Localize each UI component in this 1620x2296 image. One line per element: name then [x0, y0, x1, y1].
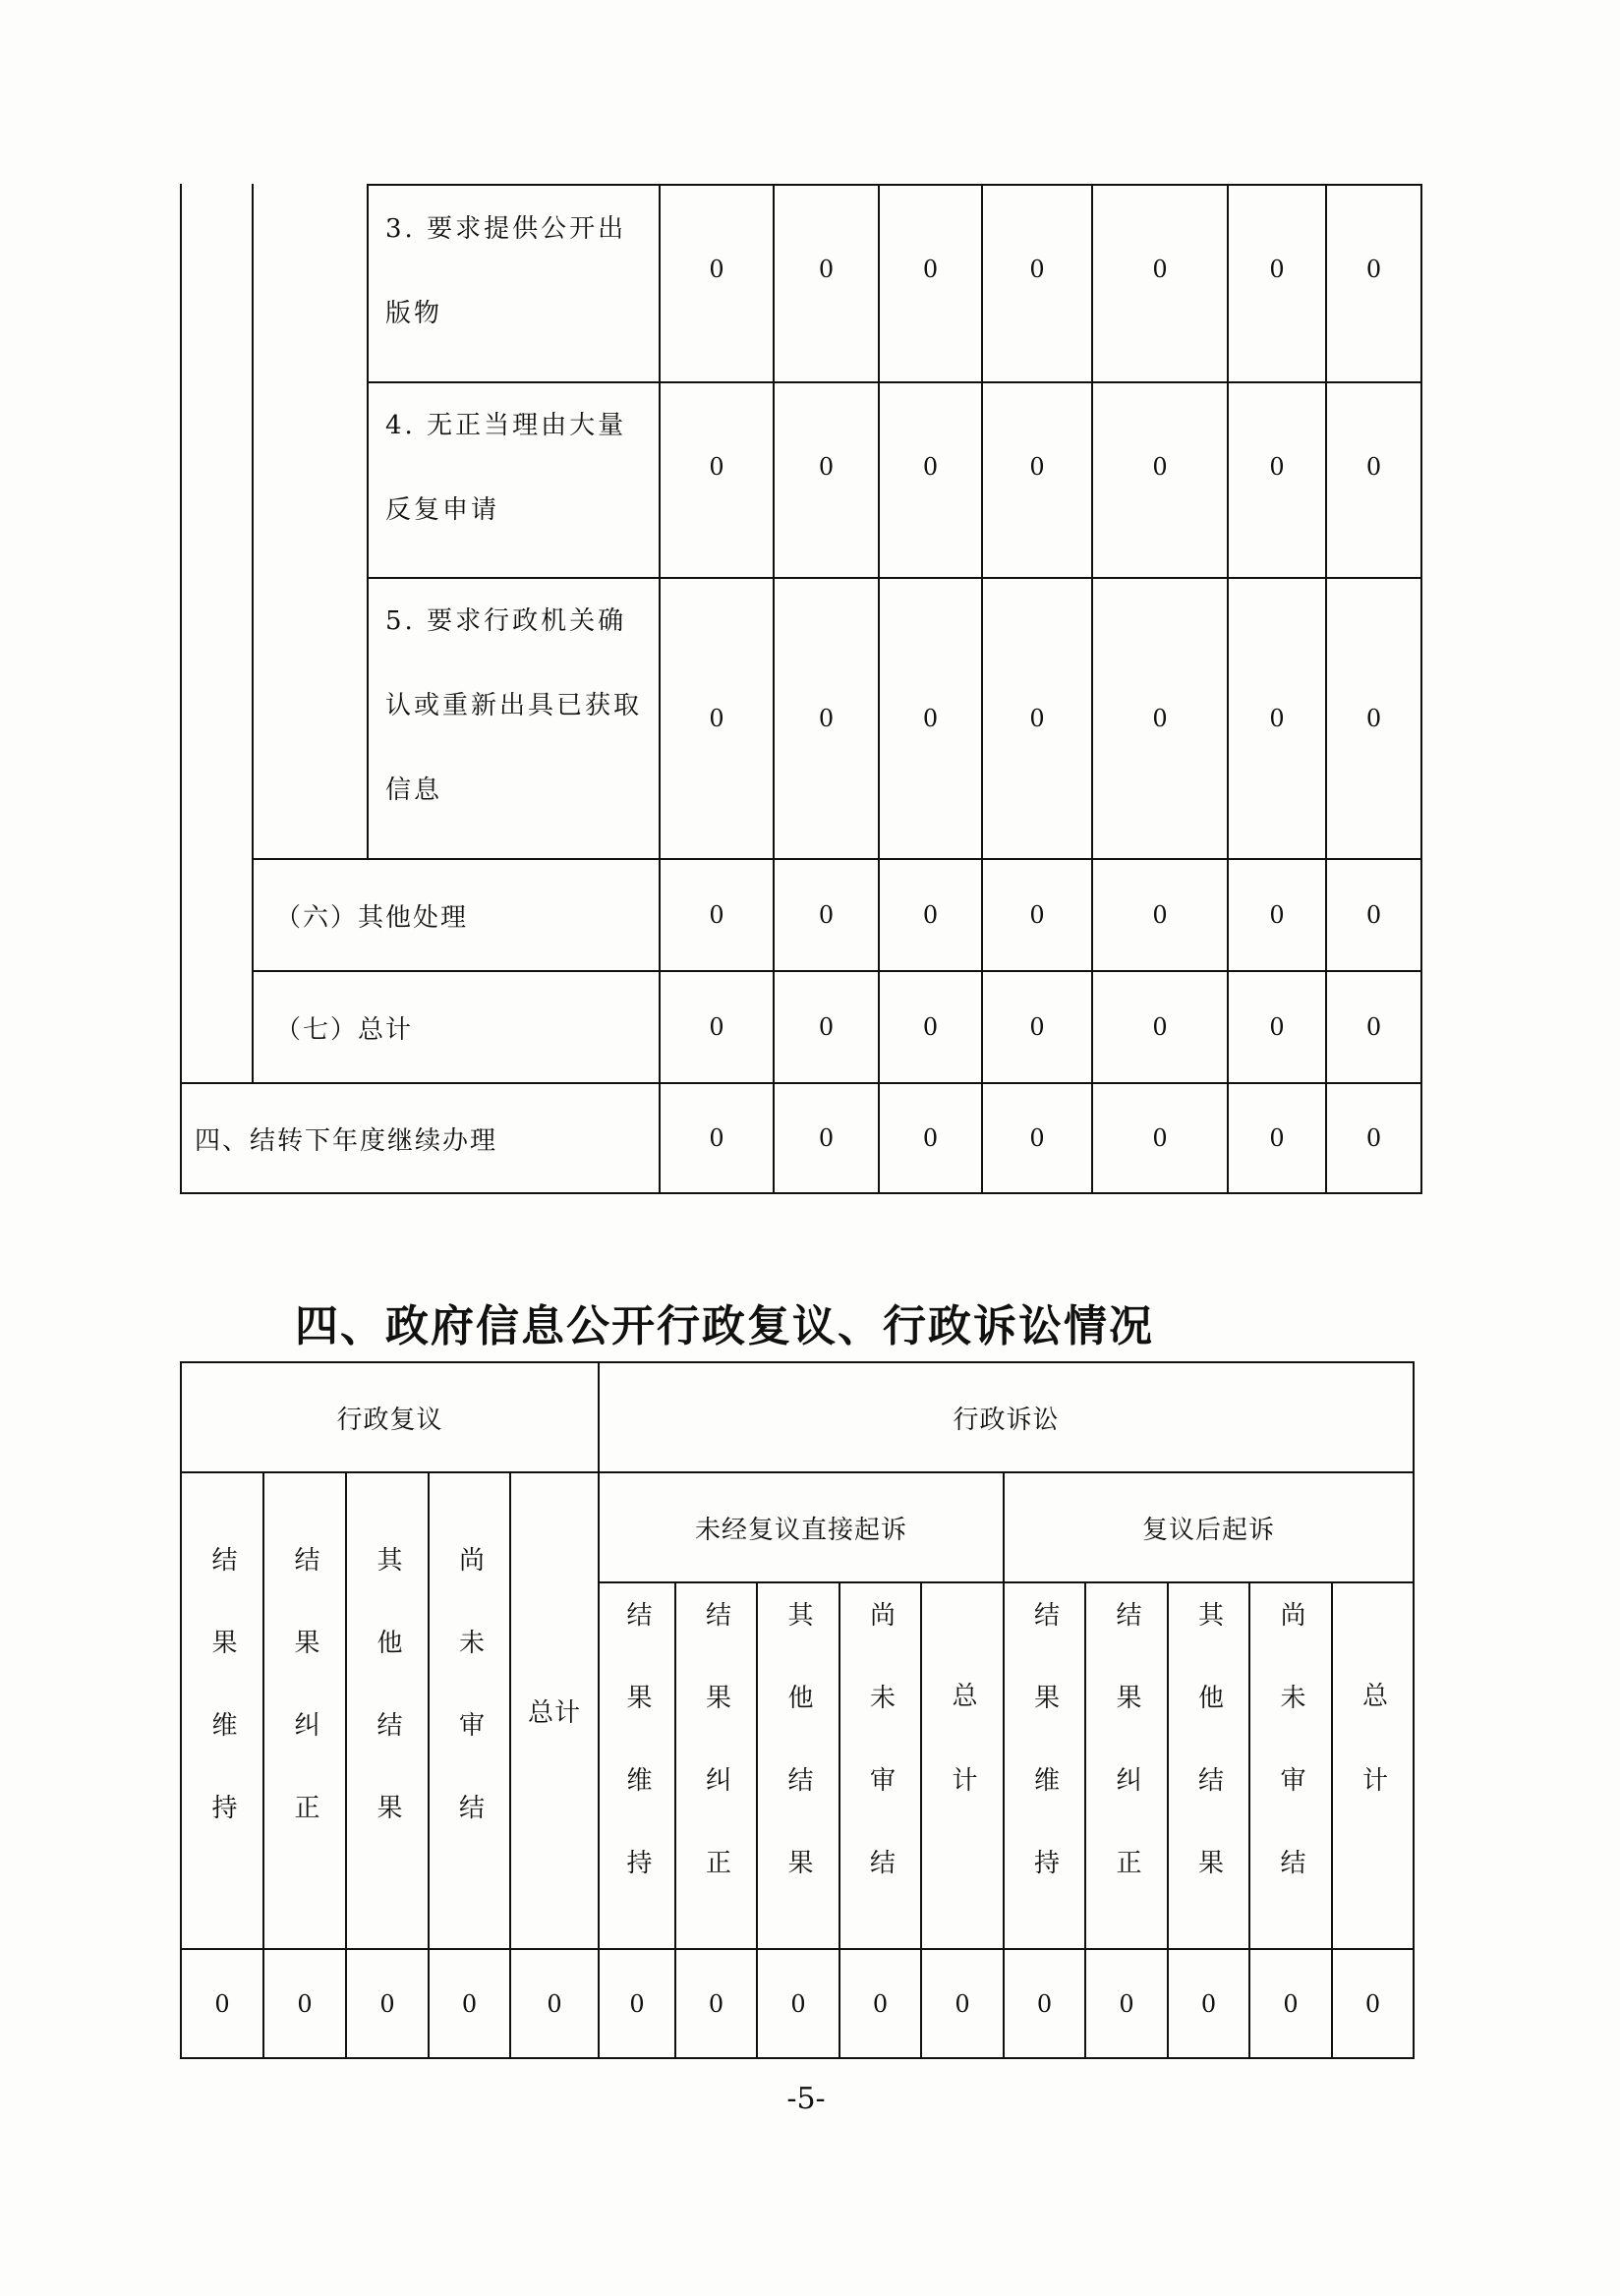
review-header: 行政复议 — [336, 1405, 443, 1435]
value-cell: 0 — [818, 1124, 835, 1152]
col-header-total: 总计 — [527, 1698, 581, 1728]
value-cell: 0 — [547, 1989, 562, 2018]
col-header: 其他结果 — [1193, 1600, 1224, 1931]
row-label: （六）其他处理 — [275, 902, 469, 933]
value-cell: 0 — [1283, 1989, 1299, 2018]
value-cell: 0 — [297, 1989, 313, 2018]
value-cell: 0 — [1365, 1013, 1382, 1041]
value-cell: 0 — [1365, 705, 1382, 732]
value-cell: 0 — [1029, 256, 1045, 283]
value-cell: 0 — [818, 1013, 835, 1041]
value-cell: 0 — [872, 1989, 889, 2018]
page-number: -5- — [786, 2082, 826, 2116]
value-cell: 0 — [818, 256, 835, 283]
value-cell: 0 — [1364, 1989, 1381, 2018]
value-cell: 0 — [709, 256, 724, 283]
col-header-total: 总计 — [948, 1681, 977, 1851]
value-cell: 0 — [709, 705, 724, 732]
value-cell: 0 — [818, 705, 835, 732]
value-cell: 0 — [1029, 705, 1045, 732]
table-border-right — [1413, 1361, 1415, 2059]
row-label: 4. 无正当理由大量反复申请 — [385, 411, 627, 525]
direct-suit-header: 未经复议直接起诉 — [694, 1515, 907, 1545]
value-cell: 0 — [922, 453, 939, 481]
table-rule — [367, 184, 369, 859]
col-header: 结果纠正 — [1112, 1600, 1141, 1931]
value-cell: 0 — [922, 901, 939, 929]
value-cell: 0 — [1269, 1124, 1285, 1152]
col-header: 结果纠正 — [290, 1545, 319, 1876]
col-header: 其他结果 — [373, 1545, 402, 1876]
value-cell: 0 — [818, 453, 835, 481]
value-cell: 0 — [1029, 1013, 1045, 1041]
col-header: 其他结果 — [783, 1600, 813, 1931]
value-cell: 0 — [1152, 453, 1168, 481]
value-cell: 0 — [1152, 256, 1168, 283]
value-cell: 0 — [629, 1989, 645, 2018]
col-header: 结果维持 — [622, 1600, 652, 1931]
value-cell: 0 — [1029, 1124, 1045, 1152]
value-cell: 0 — [709, 1013, 724, 1041]
value-cell: 0 — [1152, 1124, 1168, 1152]
value-cell: 0 — [1152, 1013, 1168, 1041]
col-header-total: 总计 — [1358, 1681, 1388, 1851]
value-cell: 0 — [922, 1124, 939, 1152]
value-cell: 0 — [818, 901, 835, 929]
value-cell: 0 — [922, 1013, 939, 1041]
value-cell: 0 — [1200, 1989, 1217, 2018]
value-cell: 0 — [1365, 256, 1382, 283]
row-label: （七）总计 — [275, 1014, 414, 1045]
value-cell: 0 — [1119, 1989, 1134, 2018]
col-header: 尚未审结 — [454, 1545, 485, 1876]
section-title: 四、政府信息公开行政复议、行政诉讼情况 — [295, 1301, 1154, 1351]
value-cell: 0 — [709, 1124, 724, 1152]
table-border-left — [180, 184, 182, 1194]
value-cell: 0 — [955, 1989, 970, 2018]
value-cell: 0 — [379, 1989, 395, 2018]
litigation-header: 行政诉讼 — [953, 1405, 1060, 1435]
value-cell: 0 — [1269, 901, 1285, 929]
col-header: 尚未审结 — [1276, 1600, 1305, 1931]
value-cell: 0 — [708, 1989, 724, 2018]
col-header: 尚未审结 — [865, 1600, 896, 1931]
row-label: 3. 要求提供公开出版物 — [385, 214, 627, 328]
value-cell: 0 — [922, 705, 939, 732]
value-cell: 0 — [1269, 705, 1285, 732]
table-border-bottom — [180, 1192, 1422, 1194]
row-label: 5. 要求行政机关确认或重新出具已获取信息 — [385, 606, 643, 805]
value-cell: 0 — [709, 901, 724, 929]
value-cell: 0 — [1036, 1989, 1053, 2018]
col-header: 结果维持 — [1029, 1600, 1060, 1931]
value-cell: 0 — [922, 256, 939, 283]
value-cell: 0 — [790, 1989, 806, 2018]
col-header: 结果维持 — [207, 1545, 237, 1876]
table-border-bottom — [180, 2057, 1415, 2059]
value-cell: 0 — [214, 1989, 230, 2018]
col-header: 结果纠正 — [701, 1600, 731, 1931]
value-cell: 0 — [1365, 453, 1382, 481]
value-cell: 0 — [1365, 1124, 1382, 1152]
value-cell: 0 — [1269, 256, 1285, 283]
value-cell: 0 — [1269, 453, 1285, 481]
value-cell: 0 — [1029, 901, 1045, 929]
after-review-suit-header: 复议后起诉 — [1141, 1515, 1275, 1545]
value-cell: 0 — [461, 1989, 478, 2018]
table-border-right — [1420, 184, 1422, 1194]
row-label: 四、结转下年度继续办理 — [195, 1125, 498, 1156]
value-cell: 0 — [1269, 1013, 1285, 1041]
value-cell: 0 — [709, 453, 724, 481]
value-cell: 0 — [1365, 901, 1382, 929]
value-cell: 0 — [1152, 705, 1168, 732]
value-cell: 0 — [1029, 453, 1045, 481]
value-cell: 0 — [1152, 901, 1168, 929]
table-rule — [252, 184, 254, 1083]
